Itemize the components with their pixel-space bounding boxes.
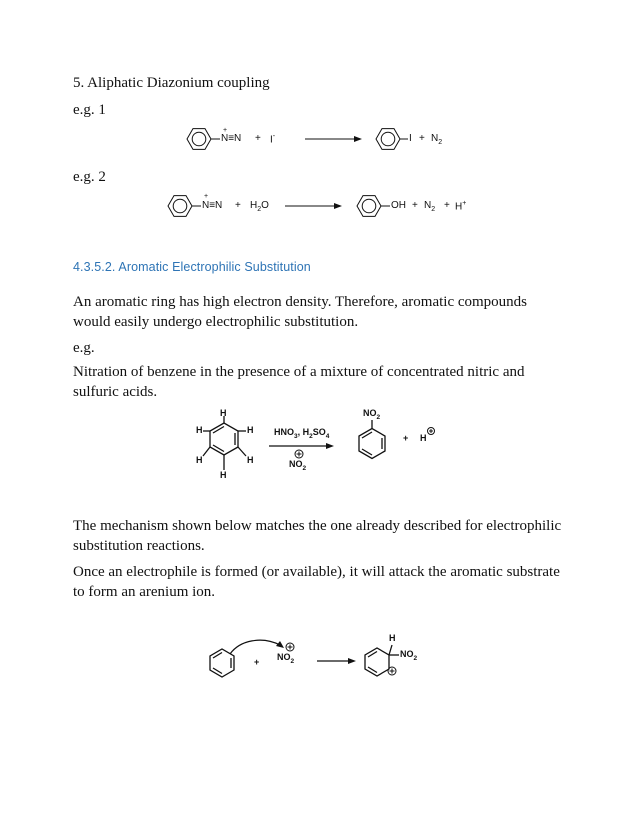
proton-charge-icon [428, 428, 435, 435]
hydrogen-label: H [196, 425, 203, 435]
nitrogen-gas: $N_2$ [431, 133, 443, 146]
hydrogen-label: H [247, 455, 254, 465]
example-label-2: e.g. 2 [73, 169, 106, 185]
diazonium-group: N≡N [221, 133, 242, 144]
plus-sign: + [235, 200, 241, 211]
plus-sign: + [403, 433, 409, 443]
hydroxyl-group: OH [391, 200, 406, 211]
phenol-ring [357, 196, 390, 217]
benzene-ring-1 [187, 129, 220, 150]
hydrogen-label: H [196, 455, 203, 465]
benzene-ring-2 [168, 196, 201, 217]
iodine-substituent: I [409, 133, 412, 144]
nitrogen-gas: $N_2$ [424, 200, 436, 213]
plus-sign: + [412, 200, 418, 211]
diazonium-charge: + [223, 127, 228, 134]
nitrobenzene-ring [359, 420, 385, 459]
electrophile-charge-icon [295, 450, 303, 458]
proton: H [420, 433, 427, 443]
plus-sign: + [255, 133, 261, 144]
diazonium-group: N≡N [202, 200, 223, 211]
nitronium-ion: $NO_2$ [289, 459, 307, 472]
example-label-1: e.g. 1 [73, 102, 106, 118]
section-heading-aes: 4.3.5.2. Aromatic Electrophilic Substitution [73, 260, 311, 274]
mechanism-arrow [317, 658, 356, 664]
paragraph-mechanism: The mechanism shown below matches the one already described for electrophilic substitution reactions. [73, 518, 562, 554]
plus-sign: + [419, 133, 425, 144]
mechanism-electrophile-charge-icon [286, 643, 294, 651]
diazonium-charge: + [204, 193, 209, 200]
nitro-group: $NO_2$ [400, 649, 418, 662]
hydrogen-label: H [247, 425, 254, 435]
water-molecule: $H_2O$ [250, 200, 269, 213]
example-label: e.g. [73, 340, 95, 356]
nitration-arrow [269, 443, 334, 449]
iodobenzene-ring [376, 129, 408, 150]
curved-attack-arrow [230, 640, 284, 654]
paragraph-electron-density: An aromatic ring has high electron density. Therefore, aromatic compounds would easily undergo electrophilic substitution. [73, 294, 528, 330]
proton: H+ [455, 200, 467, 213]
plus-sign: + [444, 200, 450, 211]
arenium-charge-icon [388, 667, 396, 675]
plus-sign: + [254, 657, 260, 667]
paragraph-arenium: Once an electrophile is formed (or available), it will attack the aromatic substrate to form an arenium ion. [73, 564, 560, 600]
nitrating-reagents: $HNO_3$, $H_2SO_4$ [274, 427, 330, 440]
hydrogen-label: H [220, 470, 227, 480]
nitronium-ion: $NO_2$ [277, 652, 295, 665]
section-heading-diazonium: 5. Aliphatic Diazonium coupling [73, 75, 270, 91]
reaction-arrow-2 [285, 203, 342, 209]
hydrogen-label: H [389, 633, 396, 643]
benzene-with-hydrogens [203, 416, 246, 470]
reaction-arrow-1 [305, 136, 362, 142]
nitro-group: $NO_2$ [363, 408, 381, 421]
hydrogen-label: H [220, 408, 227, 418]
paragraph-nitration: Nitration of benzene in the presence of a mixture of concentrated nitric and sulfuric acids. [73, 364, 525, 400]
iodide-ion: I- [270, 133, 276, 146]
